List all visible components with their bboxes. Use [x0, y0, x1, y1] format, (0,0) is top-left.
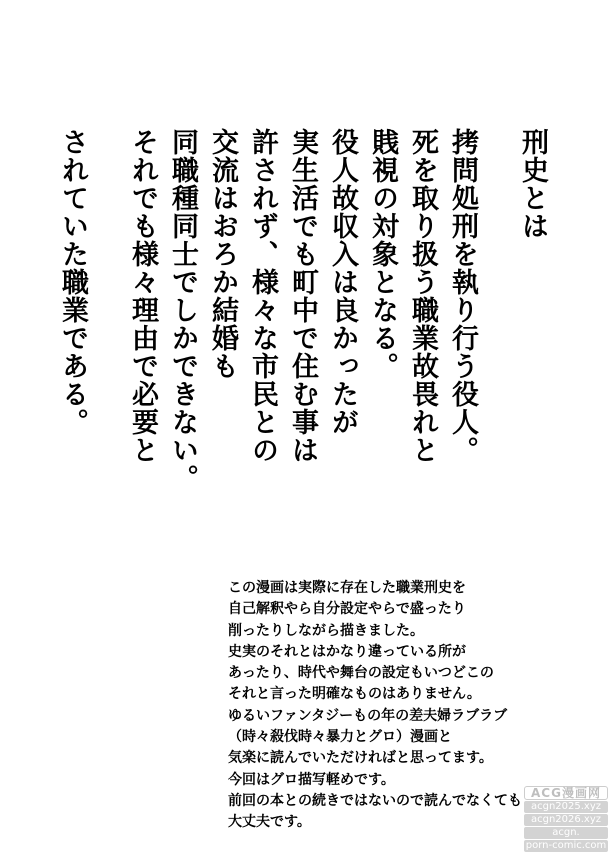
- afterword-line: 気楽に読んでいただければと思ってます。: [228, 750, 493, 767]
- vertical-line: 役人故収入は良かったが: [327, 128, 358, 436]
- watermark-brand: ACG漫画网: [524, 786, 608, 800]
- vertical-line: 拷問処刑を執り行う役人。: [447, 128, 478, 464]
- afterword-line: それと言った明確なものはありません。: [228, 686, 481, 703]
- watermark-url: acgn2025.xyz: [524, 801, 608, 813]
- vertical-closing-line: それでも様々理由で必要と: [127, 128, 158, 464]
- section-title: 刑史とは: [517, 128, 548, 240]
- vertical-line: 賎視の対象となる。: [367, 128, 398, 380]
- afterword-line: 史実のそれとはかなり違っている所が: [228, 643, 466, 660]
- afterword-line: （時々殺伐時々暴力とグロ）漫画と: [228, 729, 452, 746]
- afterword-line: 自己解釈やら自分設定やらで盛ったり: [228, 601, 466, 618]
- watermark-url: acgn2026.xyz: [524, 814, 608, 826]
- afterword-line: この漫画は実際に存在した職業刑史を: [228, 580, 466, 596]
- watermark-url: acgn.: [524, 827, 608, 839]
- afterword-line: 今回はグロ描写軽めです。: [228, 771, 395, 788]
- afterword-line: ゆるいファンタジーもの年の差夫婦ラブラブ: [228, 707, 508, 724]
- vertical-line: 許されず、様々な市民との: [247, 128, 278, 464]
- watermark-url: porn-comic.com: [525, 840, 607, 851]
- vertical-line: 死を取り扱う職業故畏れと: [407, 128, 438, 464]
- site-watermark: [524, 786, 608, 852]
- afterword-block: [228, 578, 538, 834]
- vertical-main-text: [52, 128, 552, 492]
- afterword-line: 大丈夫です。: [228, 814, 311, 831]
- vertical-closing-line: されていた職業である。: [57, 128, 88, 436]
- vertical-line: 同職種同士でしかできない。: [167, 128, 198, 492]
- vertical-line: 交流はおろか結婚も: [207, 128, 238, 380]
- afterword-line: あったり、時代や舞台の設定もいつどこの: [228, 665, 494, 682]
- afterword-line: 前回の本との続きではないので読んでなくても: [228, 792, 522, 809]
- vertical-line: 実生活でも町中で住む事は: [287, 128, 318, 464]
- afterword-line: 削ったりしながら描きました。: [228, 622, 424, 639]
